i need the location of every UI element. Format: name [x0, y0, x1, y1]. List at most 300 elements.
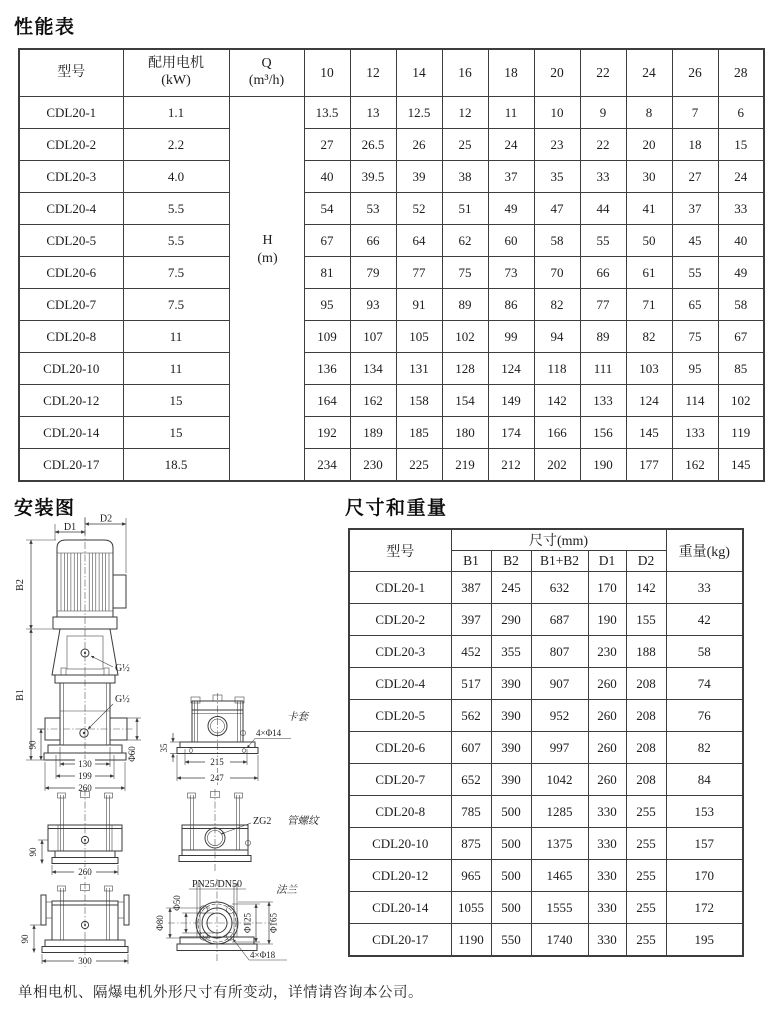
head-value-cell: 192 — [304, 417, 350, 449]
b1b2-cell: 632 — [531, 572, 588, 604]
dim-label-300: 300 — [78, 956, 92, 966]
motor-header-line2: (kW) — [161, 73, 191, 88]
head-value-cell: 25 — [442, 129, 488, 161]
dim-label-90-v3: 90 — [28, 847, 38, 857]
head-value-cell: 145 — [718, 449, 764, 482]
dim-label-d2: D2 — [99, 513, 113, 525]
dimensions-table — [348, 528, 744, 957]
model-cell: CDL20-10 — [19, 353, 123, 385]
head-value-cell: 41 — [626, 193, 672, 225]
head-value-cell: 53 — [350, 193, 396, 225]
clamp-sleeve-label: 卡套 — [287, 712, 308, 723]
size-col-header: B2 — [491, 551, 531, 572]
head-value-cell: 212 — [488, 449, 534, 482]
size-col-header: B1+B2 — [531, 551, 588, 572]
head-value-cell: 73 — [488, 257, 534, 289]
head-value-cell: 39.5 — [350, 161, 396, 193]
pipe-thread-label: 管螺纹 — [287, 816, 319, 827]
dimensions-row — [349, 604, 743, 636]
dim-label-199: 199 — [78, 771, 92, 781]
head-value-cell: 49 — [718, 257, 764, 289]
dim-label-35: 35 — [159, 743, 169, 753]
performance-row — [19, 353, 764, 385]
head-value-cell: 75 — [672, 321, 718, 353]
head-value-cell: 66 — [580, 257, 626, 289]
performance-header-row — [19, 49, 764, 97]
model-column-header: 型号 — [349, 529, 451, 572]
head-value-cell: 102 — [718, 385, 764, 417]
flow-value-header: 16 — [442, 49, 488, 97]
head-value-cell: 58 — [718, 289, 764, 321]
b1b2-cell: 1465 — [531, 860, 588, 892]
model-cell: CDL20-6 — [349, 732, 451, 764]
weight-cell: 58 — [666, 636, 743, 668]
performance-row — [19, 97, 764, 129]
b1b2-cell: 997 — [531, 732, 588, 764]
footer-note: 单相电机、隔爆电机外形尺寸有所变动，详情请咨询本公司。 — [18, 985, 423, 1001]
dimensions-row — [349, 828, 743, 860]
head-value-cell: 94 — [534, 321, 580, 353]
head-value-cell: 149 — [488, 385, 534, 417]
head-value-cell: 6 — [718, 97, 764, 129]
head-value-cell: 58 — [534, 225, 580, 257]
head-value-cell: 13.5 — [304, 97, 350, 129]
dim-label-phi50: Φ50 — [172, 895, 182, 911]
b1-cell: 517 — [451, 668, 491, 700]
head-value-cell: 22 — [580, 129, 626, 161]
motor-power-cell: 15 — [123, 417, 229, 449]
motor-power-cell: 11 — [123, 353, 229, 385]
b2-cell: 500 — [491, 860, 531, 892]
motor-power-cell: 4.0 — [123, 161, 229, 193]
flow-value-header: 28 — [718, 49, 764, 97]
b2-cell: 245 — [491, 572, 531, 604]
head-merged-column-cell — [229, 193, 304, 225]
dimensions-row — [349, 892, 743, 924]
d2-cell: 255 — [626, 924, 666, 957]
head-value-cell: 133 — [672, 417, 718, 449]
dimensions-row — [349, 764, 743, 796]
head-value-cell: 37 — [672, 193, 718, 225]
model-cell: CDL20-7 — [19, 289, 123, 321]
model-cell: CDL20-3 — [349, 636, 451, 668]
head-value-cell: 79 — [350, 257, 396, 289]
d2-cell: 208 — [626, 732, 666, 764]
dim-label-260-v3: 260 — [78, 867, 92, 877]
b1-cell: 1190 — [451, 924, 491, 957]
dim-label-phi125: Φ125 — [242, 912, 253, 934]
head-value-cell: 85 — [718, 353, 764, 385]
dim-label-4x18: 4×Φ18 — [250, 950, 276, 960]
model-column-header: 型号 — [19, 49, 123, 97]
model-cell: CDL20-17 — [19, 449, 123, 482]
head-value-cell: 8 — [626, 97, 672, 129]
weight-cell: 76 — [666, 700, 743, 732]
dimensions-row — [349, 796, 743, 828]
motor-power-cell: 7.5 — [123, 257, 229, 289]
head-value-cell: 20 — [626, 129, 672, 161]
head-value-cell: 145 — [626, 417, 672, 449]
head-value-cell: 12.5 — [396, 97, 442, 129]
head-value-cell: 162 — [672, 449, 718, 482]
performance-table — [18, 48, 765, 482]
head-value-cell: 81 — [304, 257, 350, 289]
head-value-cell: 189 — [350, 417, 396, 449]
head-value-cell: 82 — [534, 289, 580, 321]
model-cell: CDL20-5 — [349, 700, 451, 732]
model-cell: CDL20-12 — [19, 385, 123, 417]
clamp-base-view — [159, 693, 309, 785]
dimensions-row — [349, 636, 743, 668]
head-unit-line2: (m) — [257, 251, 278, 266]
head-value-cell: 102 — [442, 321, 488, 353]
performance-row — [19, 129, 764, 161]
d2-cell: 208 — [626, 668, 666, 700]
dim-label-247: 247 — [210, 773, 224, 783]
dim-label-90-v1: 90 — [27, 740, 38, 750]
b1b2-cell: 1740 — [531, 924, 588, 957]
b1b2-cell: 1042 — [531, 764, 588, 796]
dimensions-row — [349, 668, 743, 700]
weight-cell: 33 — [666, 572, 743, 604]
performance-row — [19, 289, 764, 321]
head-value-cell: 118 — [534, 353, 580, 385]
head-value-cell: 7 — [672, 97, 718, 129]
d2-cell: 208 — [626, 764, 666, 796]
model-cell: CDL20-12 — [349, 860, 451, 892]
pump-body-view-260 — [28, 789, 122, 879]
b1-cell: 387 — [451, 572, 491, 604]
head-value-cell: 177 — [626, 449, 672, 482]
performance-row — [19, 225, 764, 257]
performance-table-section — [18, 48, 765, 482]
b1-cell: 397 — [451, 604, 491, 636]
weight-cell: 170 — [666, 860, 743, 892]
b1b2-cell: 807 — [531, 636, 588, 668]
model-cell: CDL20-1 — [19, 97, 123, 129]
head-value-cell: 103 — [626, 353, 672, 385]
head-value-cell: 114 — [672, 385, 718, 417]
model-cell: CDL20-7 — [349, 764, 451, 796]
head-value-cell: 13 — [350, 97, 396, 129]
flange-label: 法兰 — [276, 885, 297, 896]
head-value-cell: 119 — [718, 417, 764, 449]
d1-cell: 170 — [588, 572, 626, 604]
model-cell: CDL20-4 — [19, 193, 123, 225]
head-value-cell: 26.5 — [350, 129, 396, 161]
head-value-cell: 190 — [580, 449, 626, 482]
d1-cell: 190 — [588, 604, 626, 636]
head-value-cell: 50 — [626, 225, 672, 257]
head-value-cell: 185 — [396, 417, 442, 449]
head-value-cell: 77 — [396, 257, 442, 289]
dim-label-phi80: Φ80 — [155, 915, 165, 931]
model-cell: CDL20-3 — [19, 161, 123, 193]
b2-cell: 390 — [491, 764, 531, 796]
head-value-cell: 26 — [396, 129, 442, 161]
d2-cell: 255 — [626, 892, 666, 924]
head-value-cell: 35 — [534, 161, 580, 193]
d1-cell: 260 — [588, 700, 626, 732]
dim-label-phi165: Φ165 — [268, 912, 279, 934]
dimensions-row — [349, 860, 743, 892]
head-value-cell: 55 — [580, 225, 626, 257]
model-cell: CDL20-4 — [349, 668, 451, 700]
head-merged-column-cell — [229, 97, 304, 129]
d1-cell: 330 — [588, 860, 626, 892]
dim-label-130: 130 — [78, 759, 92, 769]
motor-power-cell: 11 — [123, 321, 229, 353]
b2-cell: 290 — [491, 604, 531, 636]
head-value-cell: 124 — [488, 353, 534, 385]
performance-row — [19, 257, 764, 289]
motor-power-cell: 1.1 — [123, 97, 229, 129]
head-value-cell: 82 — [626, 321, 672, 353]
head-merged-column-cell — [229, 353, 304, 385]
thread-port-view — [179, 789, 320, 871]
d1-cell: 260 — [588, 764, 626, 796]
b1-cell: 785 — [451, 796, 491, 828]
d1-cell: 260 — [588, 732, 626, 764]
head-value-cell: 10 — [534, 97, 580, 129]
dim-label-215: 215 — [210, 757, 224, 767]
port-label-zg2: ZG2 — [253, 816, 272, 827]
motor-power-cell: 18.5 — [123, 449, 229, 482]
head-value-cell: 60 — [488, 225, 534, 257]
head-merged-column-cell — [229, 449, 304, 482]
performance-row — [19, 161, 764, 193]
dimensions-row — [349, 572, 743, 604]
head-value-cell: 23 — [534, 129, 580, 161]
head-value-cell: 55 — [672, 257, 718, 289]
flow-header-line2: (m³/h) — [248, 73, 285, 88]
flow-value-header: 10 — [304, 49, 350, 97]
head-value-cell: 33 — [718, 193, 764, 225]
size-col-header: B1 — [451, 551, 491, 572]
head-merged-column-cell — [229, 257, 304, 289]
flange-face-view — [155, 879, 298, 963]
pump-motor-side-view — [15, 514, 141, 794]
head-value-cell: 124 — [626, 385, 672, 417]
head-value-cell: 128 — [442, 353, 488, 385]
head-value-cell: 62 — [442, 225, 488, 257]
head-value-cell: 15 — [718, 129, 764, 161]
performance-row — [19, 449, 764, 482]
performance-row — [19, 321, 764, 353]
b1-cell: 965 — [451, 860, 491, 892]
head-value-cell: 64 — [396, 225, 442, 257]
size-col-header: D1 — [588, 551, 626, 572]
flow-value-header: 22 — [580, 49, 626, 97]
head-merged-column-cell — [229, 321, 304, 353]
head-value-cell: 162 — [350, 385, 396, 417]
head-value-cell: 67 — [304, 225, 350, 257]
model-cell: CDL20-6 — [19, 257, 123, 289]
head-value-cell: 24 — [488, 129, 534, 161]
b1-cell: 652 — [451, 764, 491, 796]
head-value-cell: 89 — [442, 289, 488, 321]
weight-cell: 195 — [666, 924, 743, 957]
d1-cell: 330 — [588, 892, 626, 924]
weight-cell: 172 — [666, 892, 743, 924]
installation-drawing — [10, 505, 340, 975]
d2-cell: 255 — [626, 796, 666, 828]
b2-cell: 390 — [491, 732, 531, 764]
d1-cell: 330 — [588, 828, 626, 860]
head-value-cell: 93 — [350, 289, 396, 321]
head-value-cell: 66 — [350, 225, 396, 257]
head-value-cell: 65 — [672, 289, 718, 321]
head-value-cell: 52 — [396, 193, 442, 225]
motor-power-cell: 2.2 — [123, 129, 229, 161]
head-value-cell: 95 — [304, 289, 350, 321]
dim-label-4x14: 4×Φ14 — [256, 728, 282, 738]
motor-column-header — [123, 49, 229, 97]
flow-column-header — [229, 49, 304, 97]
d1-cell: 330 — [588, 796, 626, 828]
head-value-cell: 54 — [304, 193, 350, 225]
head-value-cell: 230 — [350, 449, 396, 482]
model-cell: CDL20-17 — [349, 924, 451, 957]
head-value-cell: 136 — [304, 353, 350, 385]
dimensions-header-row1 — [349, 529, 743, 551]
head-merged-column-cell — [229, 129, 304, 161]
weight-cell: 153 — [666, 796, 743, 828]
weight-cell: 82 — [666, 732, 743, 764]
head-value-cell: 47 — [534, 193, 580, 225]
head-value-cell: 219 — [442, 449, 488, 482]
head-value-cell: 133 — [580, 385, 626, 417]
d2-cell: 255 — [626, 860, 666, 892]
d2-cell: 142 — [626, 572, 666, 604]
performance-row — [19, 417, 764, 449]
model-cell: CDL20-8 — [349, 796, 451, 828]
head-merged-column-cell — [229, 385, 304, 417]
head-value-cell: 134 — [350, 353, 396, 385]
motor-power-cell: 5.5 — [123, 193, 229, 225]
b1b2-cell: 907 — [531, 668, 588, 700]
head-value-cell: 89 — [580, 321, 626, 353]
head-value-cell: 111 — [580, 353, 626, 385]
head-value-cell: 30 — [626, 161, 672, 193]
flow-value-header: 14 — [396, 49, 442, 97]
flow-value-header: 24 — [626, 49, 672, 97]
head-value-cell: 77 — [580, 289, 626, 321]
model-cell: CDL20-1 — [349, 572, 451, 604]
motor-power-cell: 15 — [123, 385, 229, 417]
head-value-cell: 27 — [304, 129, 350, 161]
weight-cell: 84 — [666, 764, 743, 796]
dimensions-row — [349, 700, 743, 732]
head-value-cell: 154 — [442, 385, 488, 417]
flow-header-line1: Q — [261, 56, 272, 72]
dimensions-row — [349, 732, 743, 764]
installation-section-title: 安装图 — [14, 498, 76, 519]
port-label-g-half-drain: G½ — [115, 694, 130, 705]
head-value-cell: 234 — [304, 449, 350, 482]
flanged-pump-view — [20, 882, 129, 967]
flow-value-header: 12 — [350, 49, 396, 97]
head-value-cell: 107 — [350, 321, 396, 353]
head-value-cell: 156 — [580, 417, 626, 449]
head-value-cell: 27 — [672, 161, 718, 193]
performance-row — [19, 385, 764, 417]
head-value-cell: 12 — [442, 97, 488, 129]
model-cell: CDL20-14 — [19, 417, 123, 449]
b1b2-cell: 1285 — [531, 796, 588, 828]
d1-cell: 260 — [588, 668, 626, 700]
head-value-cell: 86 — [488, 289, 534, 321]
b1-cell: 452 — [451, 636, 491, 668]
head-value-cell: 109 — [304, 321, 350, 353]
dimensions-section-title: 尺寸和重量 — [345, 498, 448, 519]
model-cell: CDL20-10 — [349, 828, 451, 860]
model-cell: CDL20-5 — [19, 225, 123, 257]
head-merged-column-cell — [229, 225, 304, 257]
head-value-cell: 99 — [488, 321, 534, 353]
motor-header-line1: 配用电机 — [148, 56, 204, 72]
dimensions-row — [349, 924, 743, 957]
motor-power-cell: 5.5 — [123, 225, 229, 257]
b1b2-cell: 1375 — [531, 828, 588, 860]
head-value-cell: 9 — [580, 97, 626, 129]
head-value-cell: 166 — [534, 417, 580, 449]
head-value-cell: 40 — [304, 161, 350, 193]
head-merged-column-cell — [229, 289, 304, 321]
b2-cell: 550 — [491, 924, 531, 957]
head-value-cell: 44 — [580, 193, 626, 225]
b2-cell: 390 — [491, 700, 531, 732]
b2-cell: 500 — [491, 828, 531, 860]
flange-spec-label: PN25/DN50 — [191, 879, 243, 890]
model-cell: CDL20-2 — [349, 604, 451, 636]
d1-cell: 230 — [588, 636, 626, 668]
model-cell: CDL20-8 — [19, 321, 123, 353]
b1b2-cell: 952 — [531, 700, 588, 732]
flow-value-header: 18 — [488, 49, 534, 97]
head-value-cell: 164 — [304, 385, 350, 417]
d2-cell: 208 — [626, 700, 666, 732]
head-value-cell: 105 — [396, 321, 442, 353]
weight-column-header: 重量(kg) — [666, 529, 743, 572]
model-cell: CDL20-2 — [19, 129, 123, 161]
head-value-cell: 95 — [672, 353, 718, 385]
head-value-cell: 158 — [396, 385, 442, 417]
model-cell: CDL20-14 — [349, 892, 451, 924]
performance-section-title: 性能表 — [14, 17, 76, 38]
d2-cell: 188 — [626, 636, 666, 668]
head-value-cell: 180 — [442, 417, 488, 449]
port-label-g-half-top: G½ — [115, 663, 130, 674]
b1-cell: 1055 — [451, 892, 491, 924]
head-value-cell: 61 — [626, 257, 672, 289]
head-value-cell: 38 — [442, 161, 488, 193]
d2-cell: 155 — [626, 604, 666, 636]
performance-row — [19, 193, 764, 225]
b1-cell: 562 — [451, 700, 491, 732]
d2-cell: 255 — [626, 828, 666, 860]
b1-cell: 875 — [451, 828, 491, 860]
head-value-cell: 40 — [718, 225, 764, 257]
head-value-cell: 49 — [488, 193, 534, 225]
d1-cell: 330 — [588, 924, 626, 957]
head-merged-column-cell — [229, 417, 304, 449]
head-value-cell: 142 — [534, 385, 580, 417]
b1b2-cell: 687 — [531, 604, 588, 636]
head-value-cell: 24 — [718, 161, 764, 193]
head-value-cell: 225 — [396, 449, 442, 482]
head-value-cell: 174 — [488, 417, 534, 449]
